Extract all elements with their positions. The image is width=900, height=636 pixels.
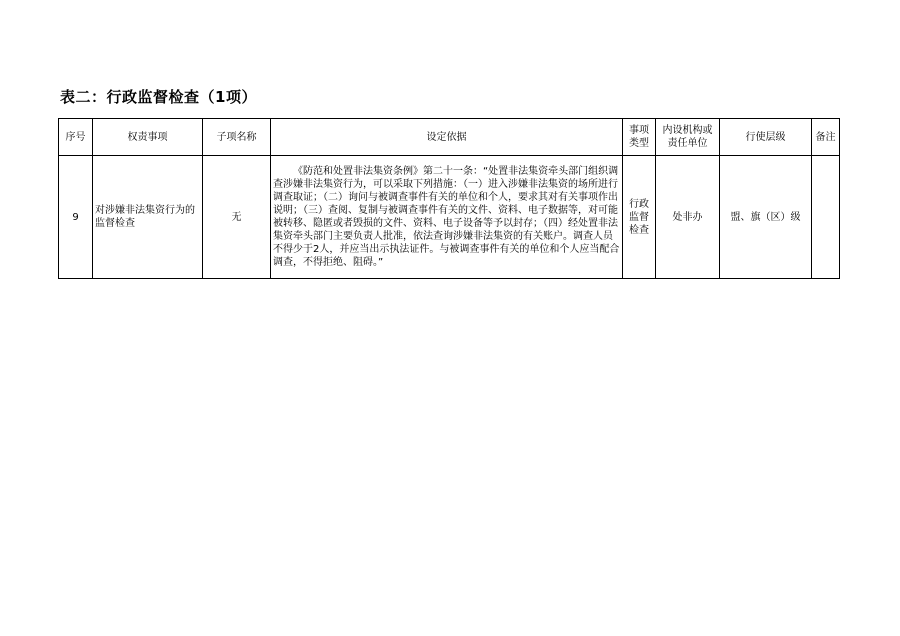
cell-note xyxy=(812,156,840,279)
cell-seq: 9 xyxy=(59,156,93,279)
header-item: 权责事项 xyxy=(93,119,203,156)
cell-level: 盟、旗（区）级 xyxy=(720,156,812,279)
header-type: 事项类型 xyxy=(623,119,656,156)
cell-dept: 处非办 xyxy=(656,156,720,279)
table-row xyxy=(59,156,840,279)
supervision-table xyxy=(58,118,840,279)
cell-basis: 《防范和处置非法集资条例》第二十一条：“处置非法集资牵头部门组织调查涉嫌非法集资行为，可以采取下列措施：（一）进入涉嫌非法集资的场所进行调查取证；（二）询问与被调查事件有关的单位和个人，要求其对有关事项作出说明；（三）查阅、复制与被调查事件有关的文件、资料、电子数据等，对可能被转移、隐匿或者毁损的文件、资料、电子设备等予以封存；（四）经处置非法集资牵头部门主要负责人批准，依法查询涉嫌非法集资的有关账户。调查人员不得少于2人，并应当出示执法证件。与被调查事件有关的单位和个人应当配合调查，不得拒绝、阻碍。” xyxy=(271,156,623,279)
header-level: 行使层级 xyxy=(720,119,812,156)
cell-type: 行政监督检查 xyxy=(623,156,656,279)
header-seq: 序号 xyxy=(59,119,93,156)
header-basis: 设定依据 xyxy=(271,119,623,156)
cell-item: 对涉嫌非法集资行为的监督检查 xyxy=(93,156,203,279)
table-header-row xyxy=(59,119,840,156)
header-dept: 内设机构或责任单位 xyxy=(656,119,720,156)
cell-subitem: 无 xyxy=(203,156,271,279)
header-note: 备注 xyxy=(812,119,840,156)
header-subitem: 子项名称 xyxy=(203,119,271,156)
page-title: 表二：行政监督检查（1项） xyxy=(60,88,257,106)
